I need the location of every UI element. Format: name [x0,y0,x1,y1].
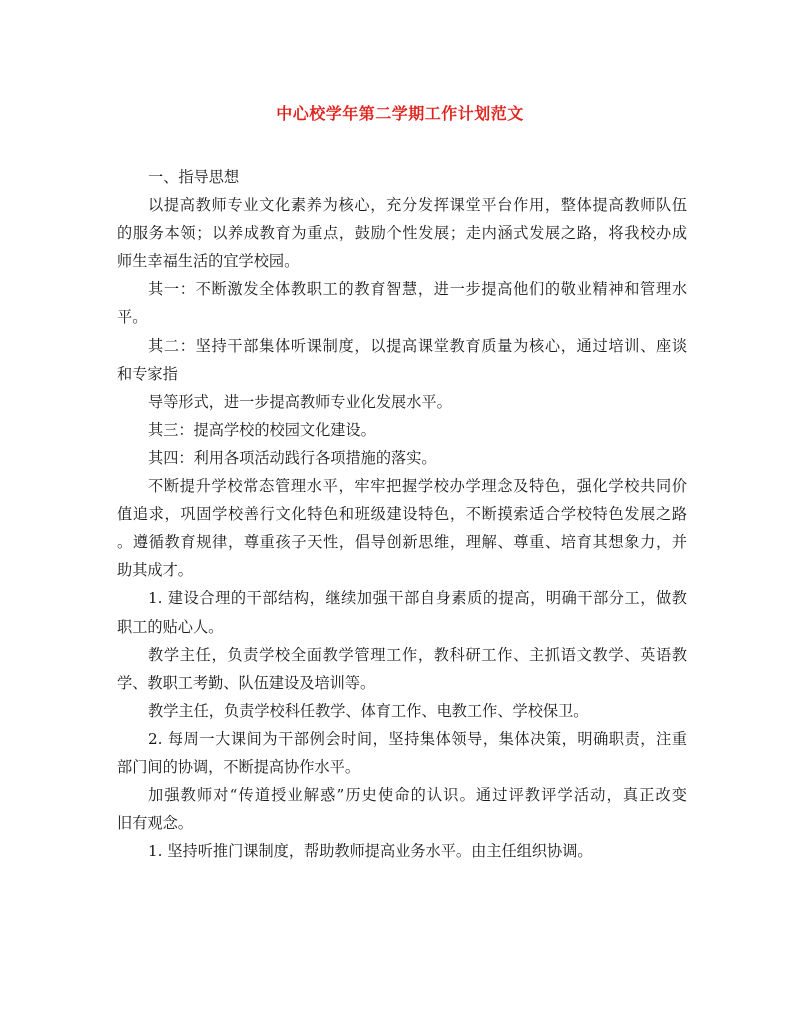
paragraph-line: 其三：提高学校的校园文化建设。 [148,420,376,439]
paragraph-line: 以提高教师专业文化素养为核心，充分发挥课堂平台作用，整体提高教师队伍 [148,196,687,215]
paragraph-line: 助其成才。 [117,561,193,580]
paragraph-line: 师生幸福生活的宜学校园。 [117,252,300,271]
paragraph-line: 其四：利用各项活动践行各项措施的落实。 [148,448,437,467]
paragraph-line: 。遵循教育规律，尊重孩子天性，倡导创新思维，理解、尊重、培育其想象力，并 [117,533,687,552]
paragraph-line: 一、指导思想 [148,168,240,186]
paragraph-line: 部门间的协调，不断提高协作水平。 [117,757,360,776]
paragraph-line: 其一：不断激发全体教职工的教育智慧，进一步提高他们的敬业精神和管理水 [148,280,687,299]
paragraph-line: 职工的贴心人。 [117,617,224,636]
paragraph-line: 教学主任，负责学校全面教学管理工作，教科研工作、主抓语文教学、英语教 [148,645,687,664]
paragraph-line: 导等形式，进一步提高教师专业化发展水平。 [148,392,452,411]
document-title: 中心校学年第二学期工作计划范文 [276,104,524,123]
paragraph-line: 1. 建设合理的干部结构，继续加强干部自身素质的提高，明确干部分工，做教 [148,589,687,608]
paragraph-line: 平。 [117,308,148,327]
paragraph-line: 其二：坚持干部集体听课制度，以提高课堂教育质量为核心，通过培训、座谈 [148,336,687,355]
paragraph-line: 学、教职工考勤、队伍建设及培训等。 [117,673,376,692]
paragraph-line: 不断提升学校常态管理水平，牢牢把握学校办学理念及特色，强化学校共同价 [148,477,687,496]
paragraph-line: 的服务本领；以养成教育为重点，鼓励个性发展；走内涵式发展之路，将我校办成 [117,224,687,243]
paragraph-line: 和专家指 [117,364,178,383]
paragraph-line: 教学主任，负责学校科任教学、体育工作、电教工作、学校保卫。 [148,701,589,720]
paragraph-line: 1. 坚持听推门课制度，帮助教师提高业务水平。由主任组织协调。 [148,842,593,861]
paragraph-line: 2. 每周一大课间为干部例会时间，坚持集体领导，集体决策，明确职责，注重 [148,729,687,748]
paragraph-line: 值追求，巩固学校善行文化特色和班级建设特色，不断摸索适合学校特色发展之路 [117,505,687,524]
paragraph-line: 旧有观念。 [117,814,193,833]
document-body [117,163,687,865]
paragraph-line: 加强教师对“传道授业解惑”历史使命的认识。通过评教评学活动，真正改变 [148,786,687,805]
